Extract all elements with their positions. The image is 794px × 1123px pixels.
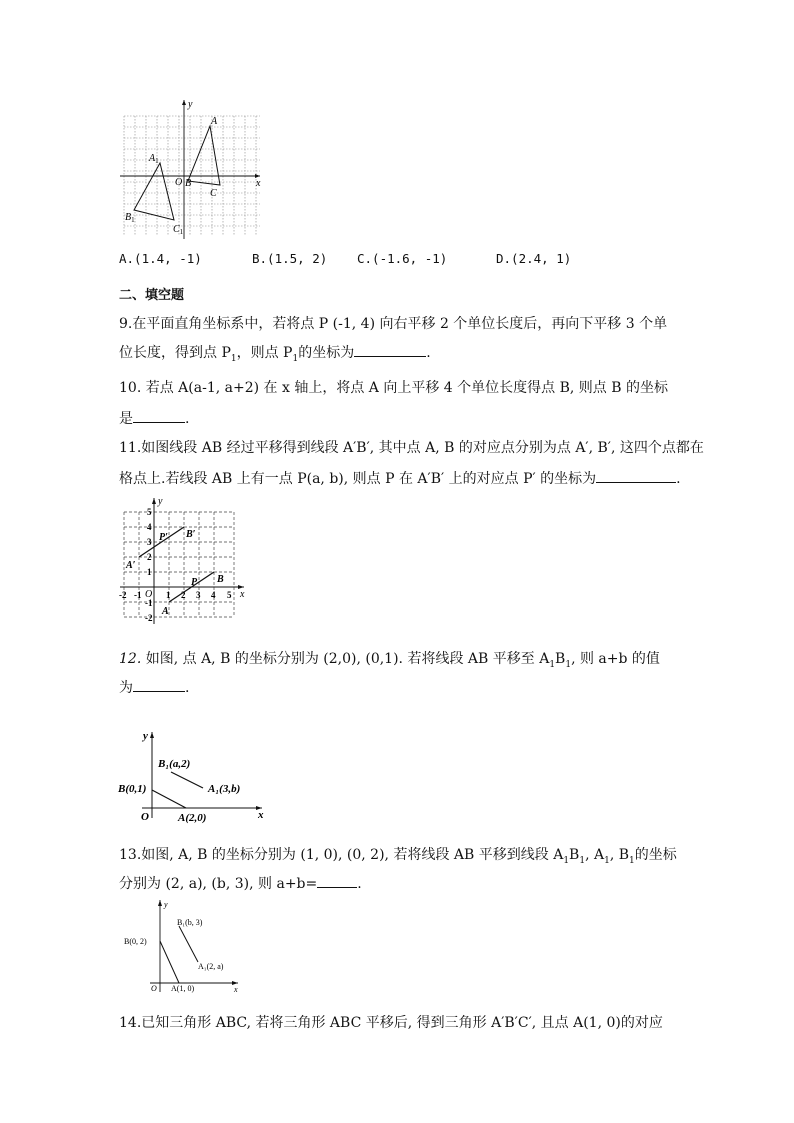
q8-grid-figure (118, 96, 268, 241)
q9-line1: 9.在平面直角坐标系中，若将点 P (-1, 4) 向右平移 2 个单位长度后，再向下平移 3 个单 (119, 316, 668, 332)
x-tick-label: 4 (211, 590, 216, 600)
origin-label: O (175, 177, 183, 188)
y-tick-label: 3 (147, 537, 152, 547)
x-tick-labels (119, 590, 232, 600)
x-tick-label: -1 (134, 590, 142, 600)
q10-line1: 10. 若点 A(a-1, a+2) 在 x 轴上，将点 A 向上平移 4 个单位长度得点 B, 则点 B 的坐标 (119, 380, 668, 396)
q11-line2: 格点上.若线段 AB 上有一点 P(a, b), 则点 P 在 A′B′ 上的对应点 P′ 的坐标为 . (119, 471, 681, 487)
section-title: 二、填空题 (119, 288, 185, 303)
point-b-label: B (185, 178, 192, 189)
point-b-label: B(0,1) (118, 783, 147, 795)
option-a: A.(1.4, -1) (119, 251, 202, 266)
q13-line1: 13.如图, A, B 的坐标分别为 (1, 0), (0, 2), 若将线段 AB 平移到线段 $A_1B_1$, $A_1$, $B_1$的坐标 (119, 847, 677, 866)
x-tick-label: -2 (119, 590, 127, 600)
q13-answer-blank[interactable] (317, 875, 357, 888)
y-axis-label: y (188, 99, 193, 110)
point-c-label: C (210, 188, 217, 199)
origin-label: O (151, 984, 157, 993)
option-c: C.(-1.6, -1) (357, 251, 448, 266)
q10-line2: 是 . (119, 411, 190, 427)
point-a-label: A(1, 0) (171, 984, 195, 993)
segment-a1b1 (179, 926, 198, 962)
x-axis-label: x (256, 178, 261, 189)
option-b: B.(1.5, 2) (252, 251, 328, 266)
q12-line2: 为 . (119, 680, 190, 696)
origin-label: O (145, 589, 153, 600)
point-a-label: A (162, 606, 169, 617)
q9-line2: 位长度，得到点 $P_1$，则点 $P_1$的坐标为 . (119, 345, 431, 364)
q10-answer-blank[interactable] (133, 410, 185, 423)
point-a-prime-label: A′ (126, 560, 136, 571)
y-tick-label: -2 (145, 613, 153, 623)
y-axis-label: y (158, 496, 163, 507)
q11-answer-blank[interactable] (596, 470, 676, 483)
point-a1-label: A₁(3,b) (208, 783, 241, 795)
q11-line1: 11.如图线段 AB 经过平移得到线段 A′B′, 其中点 A, B 的对应点分别为点 A′, B′, 这四个点都在 (119, 440, 704, 456)
x-tick-label: 2 (181, 590, 186, 600)
point-c1-label: $C_1$ (173, 224, 184, 236)
point-b-label: B(0, 2) (124, 937, 147, 946)
point-b-label: B (217, 574, 224, 585)
q13-figure (120, 896, 242, 996)
point-a-label: A (211, 116, 218, 127)
y-tick-label: 1 (147, 567, 152, 577)
y-axis-label: y (164, 900, 168, 909)
y-tick-label: 4 (147, 522, 152, 532)
q9-answer-blank[interactable] (354, 344, 426, 357)
x-tick-label: 3 (196, 590, 201, 600)
segment-a1b1 (171, 772, 203, 788)
segment-ab (152, 790, 186, 808)
q12-line1: 12. 如图, 点 A, B 的坐标分别为 (2,0), (0,1). 若将线段 AB 平移至 $A_1B_1$, 则 a+b 的值 (119, 651, 660, 670)
x-tick-label: 1 (166, 590, 171, 600)
segment-ab (160, 941, 179, 983)
y-tick-label: 2 (147, 552, 152, 562)
point-a1-label: $A_1$ (149, 153, 159, 165)
x-axis-label: x (258, 809, 264, 821)
point-a-label: A(2,0) (178, 812, 207, 824)
origin-label: O (141, 811, 149, 823)
point-b1-label: $B_1$ (125, 212, 135, 224)
x-axis-label: x (240, 589, 245, 600)
q14-line1: 14.已知三角形 ABC, 若将三角形 ABC 平移后, 得到三角形 A′B′C′, 且点 A(1, 0)的对应 (119, 1015, 663, 1031)
y-tick-label: 5 (147, 507, 152, 517)
point-p-prime-label: P′ (159, 532, 168, 543)
point-b1-label: B₁(b, 3) (177, 918, 203, 927)
q13-line2: 分别为 (2, a), (b, 3), 则 a+b= . (119, 876, 362, 892)
point-b1-label: B₁(a,2) (158, 758, 191, 770)
q12-answer-blank[interactable] (133, 679, 185, 692)
option-d: D.(2.4, 1) (496, 251, 572, 266)
y-tick-labels (145, 507, 153, 623)
q11-grid-figure (116, 494, 250, 628)
y-axis-label: y (143, 730, 148, 742)
y-tick-label: -1 (145, 598, 153, 608)
x-axis-label: x (234, 985, 238, 994)
point-b-prime-label: B′ (186, 529, 196, 540)
point-a1-label: A₁(2, a) (198, 962, 224, 971)
point-p-label: P (191, 577, 198, 588)
x-tick-label: 5 (227, 590, 232, 600)
q12-figure (116, 726, 268, 826)
